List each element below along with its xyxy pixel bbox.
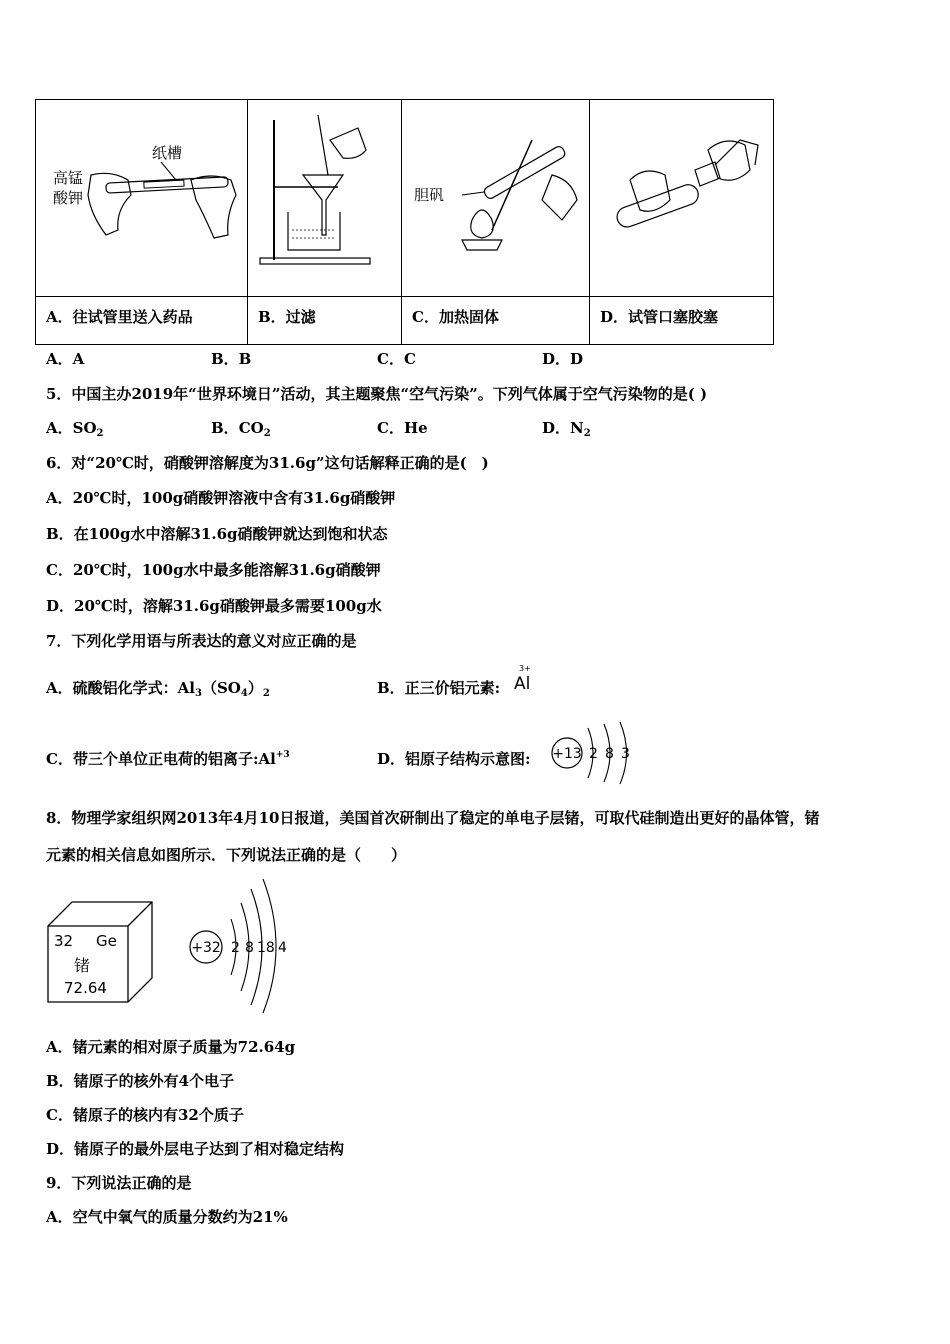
q4-figure-table <box>35 99 774 345</box>
figure-b-image <box>248 100 401 297</box>
ge-atomic-number: 32 <box>54 932 74 950</box>
figure-a-image <box>36 100 247 297</box>
q7-option-b[interactable]: B．正三价铝元素: <box>377 679 501 697</box>
q5-option-c[interactable]: C．He <box>377 419 428 437</box>
q5-option-d[interactable]: D．$N_2$ <box>542 419 591 439</box>
figure-b-caption: B．过滤 <box>258 308 316 326</box>
q7-b-valence: 3+ <box>519 664 531 673</box>
al-shell-3: 3 <box>621 746 630 762</box>
q7-b-symbol: Al <box>514 674 531 694</box>
al-shell-1: 2 <box>589 746 598 762</box>
germanium-element-card <box>44 898 156 1004</box>
adding-drug-illustration <box>36 100 247 296</box>
heating-solid-illustration <box>402 100 589 296</box>
stoppering-illustration <box>590 100 773 296</box>
ge-nucleus-label: +32 <box>191 940 221 956</box>
q8-option-c[interactable]: C．锗原子的核内有32个质子 <box>46 1106 244 1124</box>
figure-cell-b <box>248 100 402 344</box>
aluminum-atom-diagram <box>548 720 638 786</box>
figure-a-label-2: 酸钾 <box>53 189 84 207</box>
figure-a-label-1: 高锰 <box>53 169 84 187</box>
q4-option-b[interactable]: B．B <box>211 350 252 368</box>
q4-option-d[interactable]: D．D <box>542 350 584 368</box>
figure-c-image <box>402 100 589 297</box>
ge-shell-3: 18 <box>257 940 275 956</box>
q7-option-c[interactable]: C．带三个单位正电荷的铝离子$:Al^{+3}$ <box>46 750 290 768</box>
al-shell-2: 8 <box>605 746 614 762</box>
q6-option-c[interactable]: C．20℃时，100g水中最多能溶解31.6g硝酸钾 <box>46 561 381 579</box>
q7-stem: 7．下列化学用语与所表达的意义对应正确的是 <box>46 632 357 650</box>
q5-stem: 5．中国主办2019年“世界环境日”活动，其主题聚焦“空气污染”。下列气体属于空气污染物的是( ) <box>46 385 708 403</box>
q8-option-a[interactable]: A．锗元素的相对原子质量为72.64g <box>46 1038 296 1056</box>
q4-option-a[interactable]: A．A <box>46 350 85 368</box>
filtration-illustration <box>248 100 401 296</box>
ge-symbol: Ge <box>96 932 117 950</box>
figure-a-label-3: 纸槽 <box>152 144 183 162</box>
q8-stem-line2: 元素的相关信息如图所示．下列说法正确的是（ ） <box>46 846 407 864</box>
q8-option-b[interactable]: B．锗原子的核外有4个电子 <box>46 1072 235 1090</box>
q6-stem: 6．对“20℃时，硝酸钾溶解度为31.6g”这句话解释正确的是( ) <box>46 454 489 472</box>
q4-option-c[interactable]: C．C <box>377 350 416 368</box>
figure-cell-d <box>590 100 773 344</box>
germanium-atom-diagram <box>185 875 295 1015</box>
q5-option-b[interactable]: B．$CO_2$ <box>211 419 271 439</box>
figure-d-caption: D．试管口塞胶塞 <box>600 308 719 326</box>
q6-option-b[interactable]: B．在100g水中溶解31.6g硝酸钾就达到饱和状态 <box>46 525 388 543</box>
q9-option-a[interactable]: A．空气中氧气的质量分数约为21% <box>46 1208 288 1226</box>
q8-stem-line1: 8．物理学家组织网2013年4月10日报道，美国首次研制出了稳定的单电子层锗，可取代硅制造出更好的晶体管，锗 <box>46 809 820 827</box>
ge-shell-1: 2 <box>231 940 240 956</box>
ge-atomic-mass: 72.64 <box>64 979 107 997</box>
q8-option-d[interactable]: D．锗原子的最外层电子达到了相对稳定结构 <box>46 1140 345 1158</box>
ge-shell-2: 8 <box>245 940 254 956</box>
q9-stem: 9．下列说法正确的是 <box>46 1174 192 1192</box>
q6-option-a[interactable]: A．20℃时，100g硝酸钾溶液中含有31.6g硝酸钾 <box>46 489 396 507</box>
ge-name: 锗 <box>74 956 91 975</box>
figure-a-caption: A．往试管里送入药品 <box>46 308 193 326</box>
figure-c-caption: C．加热固体 <box>412 308 499 326</box>
q7-option-a[interactable]: A．硫酸铝化学式：$Al_3(SO_4)_2$ <box>46 679 270 699</box>
figure-cell-c <box>402 100 590 344</box>
figure-d-image <box>590 100 773 297</box>
q5-option-a[interactable]: A．$SO_2$ <box>46 419 104 439</box>
al-nucleus-label: +13 <box>552 746 582 762</box>
q6-option-d[interactable]: D．20℃时，溶解31.6g硝酸钾最多需要100g水 <box>46 597 382 615</box>
ge-shell-4: 4 <box>278 940 287 956</box>
q7-option-d[interactable]: D．铝原子结构示意图: <box>377 750 531 768</box>
figure-cell-a <box>36 100 248 344</box>
figure-c-label: 胆矾 <box>414 186 445 204</box>
